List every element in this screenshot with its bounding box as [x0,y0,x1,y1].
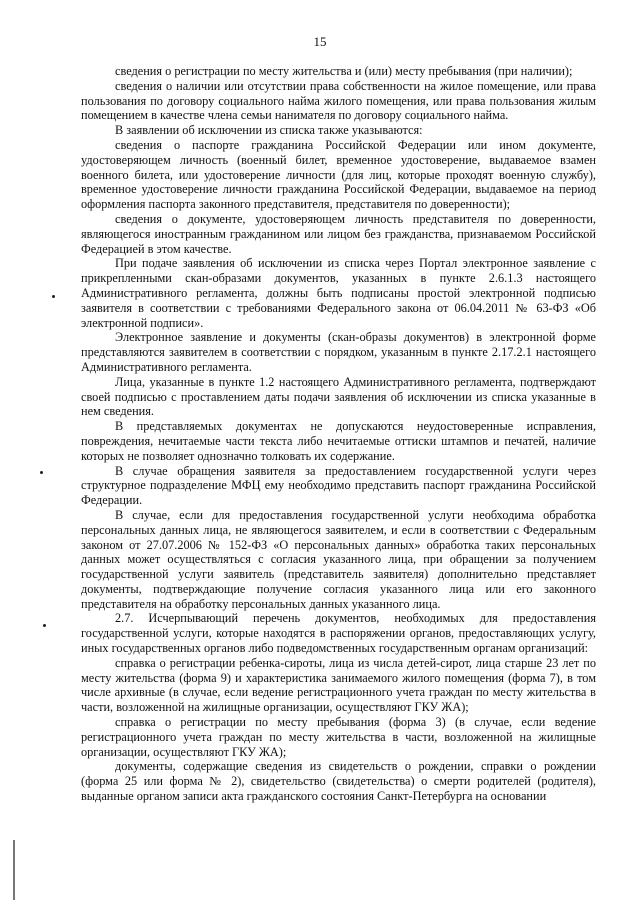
paragraph: В случае обращения заявителя за предоставлением государственной услуги через структурное подразделение МФЦ ему необходимо представить паспорт гражданина Российской Федерации. [81,463,596,508]
paragraph: При подаче заявления об исключении из списка через Портал электронное заявление с прикрепленными скан-образами документов, указанных в пункте 2.6.1.3 настоящего Административного регламента, должны быть подписаны простой электронной подписью заявителя в соответствии с требованиями Федерального закона от 06.04.2011 № 63-ФЗ «Об электронной подписи». [81,256,596,330]
margin-mark [52,295,55,298]
paragraph: В представляемых документах не допускаются неудостоверенные исправления, повреждения, нечитаемые части текста либо нечитаемые оттиски штампов и печатей, наличие которых не позволяет однозначно толковать их содержание. [81,419,596,463]
paragraph: сведения о паспорте гражданина Российской Федерации или ином документе, удостоверяющем личность (военный билет, временное удостоверение, выдаваемое взамен военного билета, или удостоверение личности (для лиц, которые проходят военную службу), временное удостоверение личности гражданина Российской Федерации, выдаваемое на период оформления паспорта законного представителя, представителя по доверенности); [81,137,596,212]
paragraph: Лица, указанные в пункте 1.2 настоящего Административного регламента, подтверждают своей подписью с проставлением даты подачи заявления об исключении из списка указанные в нем сведения. [81,374,596,419]
paragraph: В случае, если для предоставления государственной услуги необходима обработка персональных данных лица, не являющегося заявителем, и если в соответствии с Федеральным законом от 27.07.2006 № 152-ФЗ «О персональных данных» обработка таких персональных данных может осуществляться с согласия указанного лица, при обращении за получением государственной услуги заявитель (представитель заявителя) дополнительно представляет документы, подтверждающие получение согласия указанного лица или его законного представителя на обработку персональных данных указанного лица. [81,507,596,611]
paragraph: Электронное заявление и документы (скан-образы документов) в электронной форме представляются заявителем в соответствии с порядком, указанным в пункте 2.17.2.1 настоящего Административного регламента. [81,330,596,374]
paragraph: В заявлении об исключении из списка также указываются: [115,123,423,138]
margin-mark [43,624,46,627]
paragraph: сведения о документе, удостоверяющем личность представителя по доверенности, являющегося иностранным гражданином или лицом без гражданства, признаваемом Российской Федерацией в этом качестве. [81,211,596,256]
paragraph: сведения о наличии или отсутствии права собственности на жилое помещение, или права пользования по договору социального найма жилого помещения, или права пользования жилым помещением в качестве члена семьи нанимателя по договору социального найма. [81,78,596,123]
margin-mark [40,471,43,474]
paragraph: справка о регистрации по месту пребывания (форма 3) (в случае, если ведение регистрационного учета граждан по месту жительства в части, возложенной на жилищные организации, осуществляют ГКУ ЖА); [81,715,596,759]
document-body [81,64,596,804]
paragraph: документы, содержащие сведения из свидетельств о рождении, справки о рождении (форма 25 или форма № 2), свидетельство (свидетельства) о смерти родителей (родителя), выданные органом записи акта гражданского состояния Санкт-Петербурга на основании [81,759,596,804]
paragraph: справка о регистрации ребенка-сироты, лица из числа детей-сирот, лица старше 23 лет по месту жительства (форма 9) и характеристика занимаемого жилого помещения (форма 7), в том числе архивные (в случае, если ведение регистрационного учета граждан по месту жительства в части, возложенной на жилищные организации, осуществляют ГКУ ЖА); [81,655,596,715]
page-number: 15 [313,34,327,49]
paragraph: сведения о регистрации по месту жительства и (или) месту пребывания (при наличии); [115,64,573,78]
paragraph: 2.7. Исчерпывающий перечень документов, необходимых для предоставления государственной услуги, которые находятся в распоряжении органов, предоставляющих услугу, иных государственных органов либо подведомственных государственным органам организаций: [81,611,596,656]
scan-edge-mark [13,840,15,900]
